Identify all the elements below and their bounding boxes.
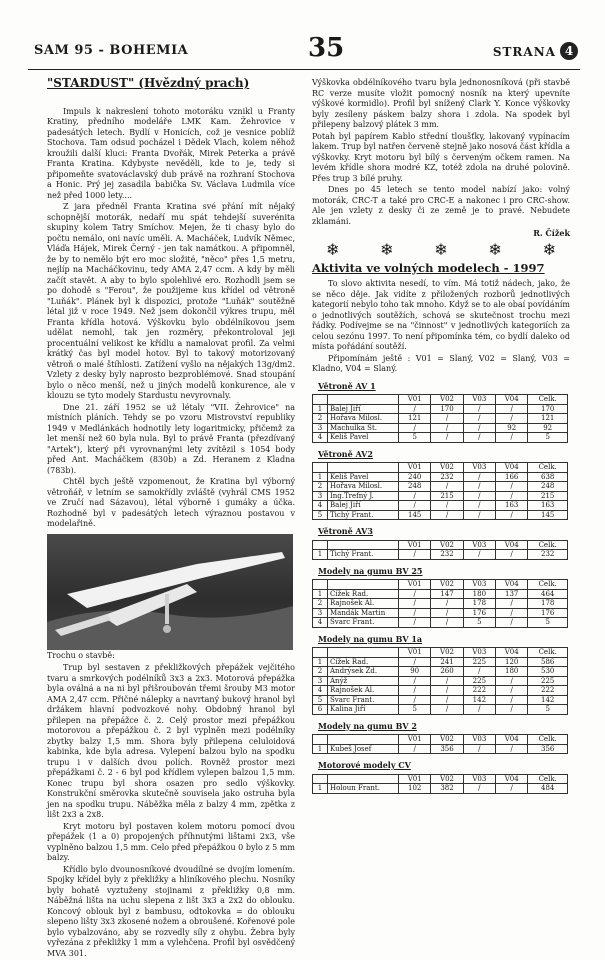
table-header-row: [313, 395, 568, 405]
table-row: [313, 433, 568, 443]
rank-cell: 1: [313, 657, 328, 667]
score-cell: /: [431, 608, 463, 618]
snowflake-icon: ❄: [380, 239, 394, 259]
score-cell: /: [463, 705, 495, 715]
score-cell: /: [399, 744, 431, 754]
score-cell: 176: [463, 608, 495, 618]
snowflake-icon: ❄: [434, 239, 448, 259]
header-cell: V04: [496, 648, 528, 658]
score-cell: /: [496, 550, 528, 560]
table-row: [313, 510, 568, 520]
paragraph: Impuls k nakreslení tohoto motoráku vznikl u Franty Kratiny, předního modeláře LMK Kam. Žehrovice v padesátých letech. Bydlí v Honicích, což je vesnice poblíž Stochova. Tam odsud pocházel i Dědek Vlach, kolem něhož kroužili další kluci: Franta Dvořák, Mirek Peterka a právě Franta Kratina. Kdybyste nevěděli, kde to je, tedy si připomeňte svatováclavský dub právě na rozhraní Stochova a Honic. Prý jej zasadila babička Sv. Václava Ludmila více než před 1000 lety....: [47, 106, 295, 200]
name-cell: Kubeš Josef: [328, 744, 399, 754]
score-cell: 102: [399, 784, 431, 794]
header-cell: V02: [431, 540, 463, 550]
score-cell: /: [463, 423, 495, 433]
score-cell: 248: [528, 482, 568, 492]
score-cell: /: [463, 667, 495, 677]
header-cell: [328, 395, 399, 405]
score-cell: /: [496, 433, 528, 443]
paragraph: Chtěl bych ještě vzpomenout, že Kratina byl výborný větroňář, v letním se samokřídly zvláště (vyhrál CMS 1952 ve Zručí nad Sázavou), létal výborně i gumáky a účka. Rozhodně byl v padesátých letech výraznou postavou v modelařině.: [47, 477, 295, 528]
header-cell: [328, 463, 399, 473]
score-cell: 232: [431, 550, 463, 560]
score-cell: /: [399, 657, 431, 667]
table-row: [313, 705, 568, 715]
score-cell: /: [399, 686, 431, 696]
score-cell: /: [463, 433, 495, 443]
magazine-name: SAM 95 - BOHEMIA: [34, 43, 189, 58]
paragraph: Křídlo bylo dvounosníkové dvoudílné se dvojím lomením. Spojky křídel byly z překližky a hliníkového plechu. Nosníky byly bohatě vyztuženy stojinami z překližky 0,8 mm. Náběžná lišta na uchu slepena z lišt 3x3 a 2x2 do oblouku. Koncový oblouk byl z bambusu, odtokovka = do oblouku slepeno lišty 3x3 zkosené nožem a obroušené. Kořenové pole bylo vybalzováno, aby se rozvedly síly z ohybu. Žebra byly vyřezána z překližky 1 mm a vylehčena. Profil byl osvědčený MVA 301.: [47, 864, 295, 958]
results-table: [312, 579, 568, 628]
paragraph: Dne 21. září 1952 se už létaly "VII. Žehrovice" na místních pláních. Tehdy se po vzoru Mistrovství republiky 1949 v Medlánkách hodnotily lety logaritmicky, přičemž za let menší než 60 byla nula. Byl to právě Franta (přezdívaný "Artek"), který při vyrovnanými lety zvítězil s 1054 body před Ant. Macháčkem (830b) a Zd. Heranem z Kladna (783b).: [47, 402, 295, 475]
header-cell: [313, 395, 328, 405]
name-cell: Švarc Frant.: [328, 618, 399, 628]
score-cell: 5: [399, 705, 431, 715]
rank-cell: 2: [313, 414, 328, 424]
paragraph: To slovo aktivita nesedí, to vím. Má totiž nádech, jako, že se něco děje. Jak vidíte z přiložených rozborů jednotlivých kategorií nebylo toho tak mnoho. Když se to ale obaí povídáním o jednotlivých soutěžích, schová se skutečnost trochu mezi řádky. Podívejme se na "činnost" v jednotlivých kategoriích za celou sezónu 1997. To není připomínka tém, co bydlí daleko od místa pořádání soutěží.: [312, 279, 570, 351]
header-cell: [328, 774, 399, 784]
score-cell: 90: [399, 667, 431, 677]
left-column: [47, 78, 295, 960]
rank-cell: 2: [313, 667, 328, 677]
name-cell: Ing.Trefný J.: [328, 491, 399, 501]
issue-number: 35: [308, 33, 345, 63]
header-cell: V01: [399, 580, 431, 590]
score-cell: 5: [463, 618, 495, 628]
table-row: [313, 404, 568, 414]
results-table: [312, 394, 568, 443]
name-cell: Machulka St.: [328, 423, 399, 433]
rank-cell: 1: [313, 550, 328, 560]
score-cell: 225: [463, 676, 495, 686]
header-cell: V01: [399, 540, 431, 550]
rank-cell: 4: [313, 433, 328, 443]
paragraph: Potah byl papírem Kablo střední tloušťky, lakovaný vypínacím lakem. Trup byl natřen červeně stejně jako nosová část křídla a výškovky. Kryt motoru byl bílý s červeným očkem ramen. Na levém křídle shora modré KZ, totéž zdola na druhé polovině. Přes trup 3 bílé pruhy.: [312, 131, 570, 183]
header-cell: V01: [399, 648, 431, 658]
name-cell: Švarc Frant.: [328, 695, 399, 705]
name-cell: Hořava Milosl.: [328, 414, 399, 424]
score-cell: /: [431, 695, 463, 705]
score-cell: 356: [528, 744, 568, 754]
header-cell: [328, 580, 399, 590]
header-cell: V04: [496, 540, 528, 550]
table-title: Větroně AV 1: [318, 380, 376, 391]
score-cell: 170: [528, 404, 568, 414]
score-cell: /: [431, 618, 463, 628]
score-cell: /: [463, 414, 495, 424]
results-table: [312, 647, 568, 715]
table-title: Modely na gumu BV 1a: [318, 633, 423, 644]
score-cell: 240: [399, 472, 431, 482]
paragraph: Připomínám ještě : V01 = Slaný, V02 = Slaný, V03 = Kladno, V04 = Slaný.: [312, 353, 570, 373]
score-cell: /: [431, 705, 463, 715]
snowflake-icon: ❄: [488, 239, 502, 259]
score-cell: 215: [528, 491, 568, 501]
header-cell: V03: [463, 395, 495, 405]
header-cell: V02: [431, 395, 463, 405]
score-cell: 180: [463, 589, 495, 599]
score-cell: /: [496, 744, 528, 754]
score-cell: 638: [528, 472, 568, 482]
header-cell: Celk.: [528, 735, 568, 745]
header-cell: [328, 648, 399, 658]
right-column: [312, 78, 570, 796]
header-cell: V04: [496, 735, 528, 745]
score-cell: 222: [463, 686, 495, 696]
table-title: Modely na gumu BV 25: [318, 565, 423, 576]
name-cell: Keliš Pavel: [328, 472, 399, 482]
snowflake-icon: ❄: [326, 239, 340, 259]
paragraph: Trup byl sestaven z překližkových přepážek vejčitého tvaru a smrkových podélníků 3x3 a 2x3. Motorová přepážka byla oválná a na ni byl přišroubován třemi šrouby M3 motor AMA 2,47 ccm. Přičné nálepky a navrtaný bukový hranol byl držákem hlavní podvozkové nohy. Obdobný hranol byl přilepen na přepážce č. 2. Celý prostor mezi přepážkou motorovou a přepážkou č. 2 byl vyplněn mezi podélníky zbytky balzy 1,5 mm. Shora byly přilepena celuloidová kabinka, kde byla adresa. Vylepení balzou bylo na spodku trupu i v dalších dvou polích. Rovněž prostor mezi přepážkami č. 2 - 6 byl pod křídlem vylepen balzou 1,5 mm. Konec trupu byl shora osazen pro sedlo výškovky. Konstrukční směrovka skutečně souvisela jako ostruha byla jen na spodku trupu. Náběžka měla z balzy 4 mm, zpětka z lišt 2x3 a 2x8.: [47, 663, 295, 819]
ornament-row: [312, 241, 570, 259]
score-cell: /: [399, 608, 431, 618]
rank-cell: 1: [313, 744, 328, 754]
score-cell: 145: [399, 510, 431, 520]
name-cell: Tichý Frant.: [328, 510, 399, 520]
score-cell: /: [431, 510, 463, 520]
name-cell: Anýž: [328, 676, 399, 686]
score-cell: 232: [528, 550, 568, 560]
author-signature: R. Čížek: [533, 228, 570, 238]
score-cell: 163: [496, 501, 528, 511]
score-cell: /: [496, 599, 528, 609]
score-cell: 166: [496, 472, 528, 482]
score-cell: /: [399, 550, 431, 560]
score-cell: /: [496, 608, 528, 618]
name-cell: Keliš Pavel: [328, 433, 399, 443]
score-cell: /: [463, 501, 495, 511]
header-cell: V02: [431, 774, 463, 784]
score-cell: 5: [399, 433, 431, 443]
name-cell: Čížek Rad.: [328, 657, 399, 667]
name-cell: Rajnošek Al.: [328, 686, 399, 696]
score-cell: /: [431, 423, 463, 433]
score-cell: 170: [431, 404, 463, 414]
score-cell: 142: [463, 695, 495, 705]
score-cell: /: [431, 501, 463, 511]
table-title: Motorové modely CV: [318, 760, 411, 770]
table-header-row: [313, 580, 568, 590]
score-cell: 260: [431, 667, 463, 677]
page-header: [28, 33, 580, 70]
score-cell: /: [463, 404, 495, 414]
score-cell: 121: [528, 414, 568, 424]
table-row: [313, 784, 568, 794]
table-row: [313, 676, 568, 686]
rank-cell: 6: [313, 705, 328, 715]
score-cell: /: [463, 482, 495, 492]
rank-cell: 1: [313, 784, 328, 794]
score-cell: /: [399, 589, 431, 599]
score-cell: /: [496, 510, 528, 520]
header-cell: V02: [431, 580, 463, 590]
header-cell: V03: [463, 580, 495, 590]
rank-cell: 1: [313, 404, 328, 414]
score-cell: /: [399, 423, 431, 433]
header-cell: V04: [496, 580, 528, 590]
score-cell: /: [496, 482, 528, 492]
model-aircraft-photo: [47, 534, 293, 650]
header-cell: [328, 735, 399, 745]
score-cell: 180: [496, 667, 528, 677]
score-cell: 530: [528, 667, 568, 677]
table-header-row: [313, 540, 568, 550]
header-cell: Celk.: [528, 774, 568, 784]
score-cell: /: [496, 705, 528, 715]
paragraph: Kryt motoru byl postaven kolem motoru pomocí dvou přepážek (1 a 0) propojených příhnutými lištami 2x3, vše vyplněno balzou 1,5 mm. Celo před přepážkou 0 bylo z 5 mm balzy.: [47, 821, 295, 862]
header-cell: [313, 540, 328, 550]
score-cell: /: [431, 482, 463, 492]
score-cell: /: [463, 784, 495, 794]
table-row: [313, 550, 568, 560]
rank-cell: 3: [313, 608, 328, 618]
score-cell: 225: [463, 657, 495, 667]
header-cell: [313, 580, 328, 590]
header-cell: V03: [463, 463, 495, 473]
rank-cell: 3: [313, 491, 328, 501]
rank-cell: 1: [313, 589, 328, 599]
header-cell: V02: [431, 648, 463, 658]
score-cell: /: [431, 599, 463, 609]
table-title: Větroně AV3: [318, 526, 373, 536]
name-cell: Mandák Martin: [328, 608, 399, 618]
score-cell: /: [399, 599, 431, 609]
header-cell: V04: [496, 774, 528, 784]
rank-cell: 3: [313, 423, 328, 433]
header-cell: Celk.: [528, 648, 568, 658]
rank-cell: 5: [313, 510, 328, 520]
results-table: [312, 540, 568, 560]
table-row: [313, 423, 568, 433]
table-header-row: [313, 735, 568, 745]
score-cell: 147: [431, 589, 463, 599]
table-title: Větroně AV2: [318, 448, 373, 459]
score-cell: 464: [528, 589, 568, 599]
header-cell: [313, 735, 328, 745]
rank-cell: 4: [313, 501, 328, 511]
score-cell: /: [431, 414, 463, 424]
results-table: [312, 774, 568, 794]
table-row: [313, 472, 568, 482]
header-cell: V03: [463, 648, 495, 658]
header-cell: Celk.: [528, 463, 568, 473]
rank-cell: 2: [313, 599, 328, 609]
rank-cell: 4: [313, 618, 328, 628]
name-cell: Hořava Milosl.: [328, 482, 399, 492]
score-cell: /: [463, 744, 495, 754]
score-cell: /: [496, 784, 528, 794]
header-cell: V01: [399, 395, 431, 405]
aircraft-illustration: [47, 534, 293, 650]
score-cell: /: [399, 676, 431, 686]
header-cell: [313, 648, 328, 658]
score-cell: 248: [399, 482, 431, 492]
article-title-stardust: "STARDUST" (Hvězdný prach): [47, 76, 250, 90]
header-cell: V04: [496, 395, 528, 405]
score-cell: 5: [528, 618, 568, 628]
score-cell: 137: [496, 589, 528, 599]
rank-cell: 4: [313, 686, 328, 696]
table-title: Modely na gumu BV 2: [318, 720, 417, 731]
name-cell: Andrýsek Zd.: [328, 667, 399, 677]
score-cell: 356: [431, 744, 463, 754]
score-cell: 5: [528, 433, 568, 443]
header-cell: V04: [496, 463, 528, 473]
table-row: [313, 657, 568, 667]
rank-cell: 1: [313, 472, 328, 482]
header-cell: Celk.: [528, 540, 568, 550]
score-cell: 92: [496, 423, 528, 433]
score-cell: /: [496, 414, 528, 424]
paragraph: Z jara předněl Franta Kratina své přání mít nějaký schopnější motorák, nedaří mu spát tehdejší suverénita skupiny kolem Tatry Smíchov. Mejen, že ti chasy bylo do počtu nemálo, oni navíc uměli. A. Macháček, Ludvík Němec, Vláďa Hájek, Mirek Černý - jen tak namátkou. A připomněl, že by to nemělo být ero moc složité, "něco" přes 1,5 metru, nejlíp na Macháčkovinu, tedy AMA 2,47 ccm. A kdy by měli začít stavět. A aby to bylo spolehlivé ero. Rozhodli jsem se po dohodě s "Ferou", že použijeme kus křídel od větroně "Luňák". Plánek byl k dispozici, protože "Luňák" soutěžně létal již v roce 1949. Než jsem dokončil výkres trupu, měl Franta křídla hotová. Výškovku bylo obdélníkovou jsem udělat nemohl, tak jen rozměry, překontroloval jeji procentuální velikost ke křídlu a namalovat profil. Za velmi krátký čas byl model hotov. Byl to takový motorizovaný větroň o malé štíhlosti. Zatížení vyšlo na nějakých 13g/dm2. Vzlety z desky byly naprosto bezproblémové. Snad stoupání bylo o něco menší, než u jiných modelů konkurence, ale v klouzu se tyto modely Stardustu nevyrovnaly.: [47, 202, 295, 400]
name-cell: Holoun Frant.: [328, 784, 399, 794]
score-cell: 5: [528, 705, 568, 715]
score-cell: 225: [528, 676, 568, 686]
table-header-row: [313, 648, 568, 658]
score-cell: /: [399, 404, 431, 414]
score-cell: 232: [431, 472, 463, 482]
table-row: [313, 667, 568, 677]
paragraph: Dnes po 45 letech se tento model nabízí jako: volný motorák, CRC-T a také pro CRC-E a nakonec i pro CRC-show. Ale jen vzlety z desky či ze země je to pravé. Nebudete zklamáni.: [312, 185, 570, 226]
score-cell: 120: [496, 657, 528, 667]
rank-cell: 3: [313, 676, 328, 686]
table-header-row: [313, 463, 568, 473]
table-row: [313, 618, 568, 628]
score-cell: 178: [463, 599, 495, 609]
results-table: [312, 734, 568, 754]
header-cell: V01: [399, 774, 431, 784]
rank-cell: 5: [313, 695, 328, 705]
score-cell: 145: [528, 510, 568, 520]
score-cell: 382: [431, 784, 463, 794]
score-cell: /: [463, 510, 495, 520]
score-cell: 121: [399, 414, 431, 424]
photo-caption: Trochu o stavbě:: [47, 650, 115, 660]
rank-cell: 2: [313, 482, 328, 492]
table-row: [313, 695, 568, 705]
name-cell: Kalina Jiří: [328, 705, 399, 715]
score-cell: /: [431, 676, 463, 686]
snowflake-icon: ❄: [542, 239, 556, 259]
score-cell: /: [496, 618, 528, 628]
header-cell: V01: [399, 735, 431, 745]
score-cell: 178: [528, 599, 568, 609]
header-cell: [313, 774, 328, 784]
score-cell: /: [399, 491, 431, 501]
table-row: [313, 501, 568, 511]
header-cell: V01: [399, 463, 431, 473]
name-cell: Balej Jiří: [328, 404, 399, 414]
header-cell: Celk.: [528, 580, 568, 590]
score-cell: /: [496, 404, 528, 414]
score-cell: 222: [528, 686, 568, 696]
table-row: [313, 608, 568, 618]
paragraph: Výškovka obdélníkového tvaru byla jednonosníková (při stavbě RC verze musíte vložit pomocný nosník na který upevníte výškové kormidlo). Profil byl snížený Clark Y. Konce výškovky byly zesíleny páskem balzy shora i zdola. Na spodek byl přilepeny balzový plátek 3 mm.: [312, 78, 570, 129]
header-cell: V02: [431, 463, 463, 473]
score-cell: 586: [528, 657, 568, 667]
score-cell: 163: [528, 501, 568, 511]
header-cell: Celk.: [528, 395, 568, 405]
name-cell: Balej Jiří: [328, 501, 399, 511]
name-cell: Rajnošek Al.: [328, 599, 399, 609]
score-cell: /: [463, 550, 495, 560]
header-cell: [328, 540, 399, 550]
article-title-aktivita: Aktivita ve volných modelech - 1997: [312, 260, 545, 275]
score-cell: 241: [431, 657, 463, 667]
score-cell: /: [463, 472, 495, 482]
header-cell: V03: [463, 540, 495, 550]
score-cell: 142: [528, 695, 568, 705]
score-cell: /: [399, 501, 431, 511]
table-row: [313, 482, 568, 492]
score-cell: /: [431, 686, 463, 696]
score-cell: 176: [528, 608, 568, 618]
score-cell: /: [496, 491, 528, 501]
results-tables: [312, 381, 570, 794]
score-cell: /: [463, 491, 495, 501]
score-cell: /: [496, 676, 528, 686]
table-row: [313, 414, 568, 424]
score-cell: /: [496, 695, 528, 705]
header-cell: V02: [431, 735, 463, 745]
name-cell: Čížek Rad.: [328, 589, 399, 599]
header-cell: [313, 463, 328, 473]
score-cell: 484: [528, 784, 568, 794]
page-number-badge: 4: [560, 42, 578, 60]
score-cell: /: [496, 686, 528, 696]
table-header-row: [313, 774, 568, 784]
results-table: [312, 462, 568, 520]
table-row: [313, 589, 568, 599]
table-row: [313, 686, 568, 696]
score-cell: 92: [528, 423, 568, 433]
table-row: [313, 599, 568, 609]
header-cell: V03: [463, 774, 495, 784]
table-row: [313, 491, 568, 501]
page-label: STRANA: [492, 45, 556, 59]
header-cell: V03: [463, 735, 495, 745]
score-cell: /: [399, 695, 431, 705]
name-cell: Tichý Frant.: [328, 550, 399, 560]
score-cell: 215: [431, 491, 463, 501]
table-row: [313, 744, 568, 754]
score-cell: /: [431, 433, 463, 443]
score-cell: /: [399, 618, 431, 628]
